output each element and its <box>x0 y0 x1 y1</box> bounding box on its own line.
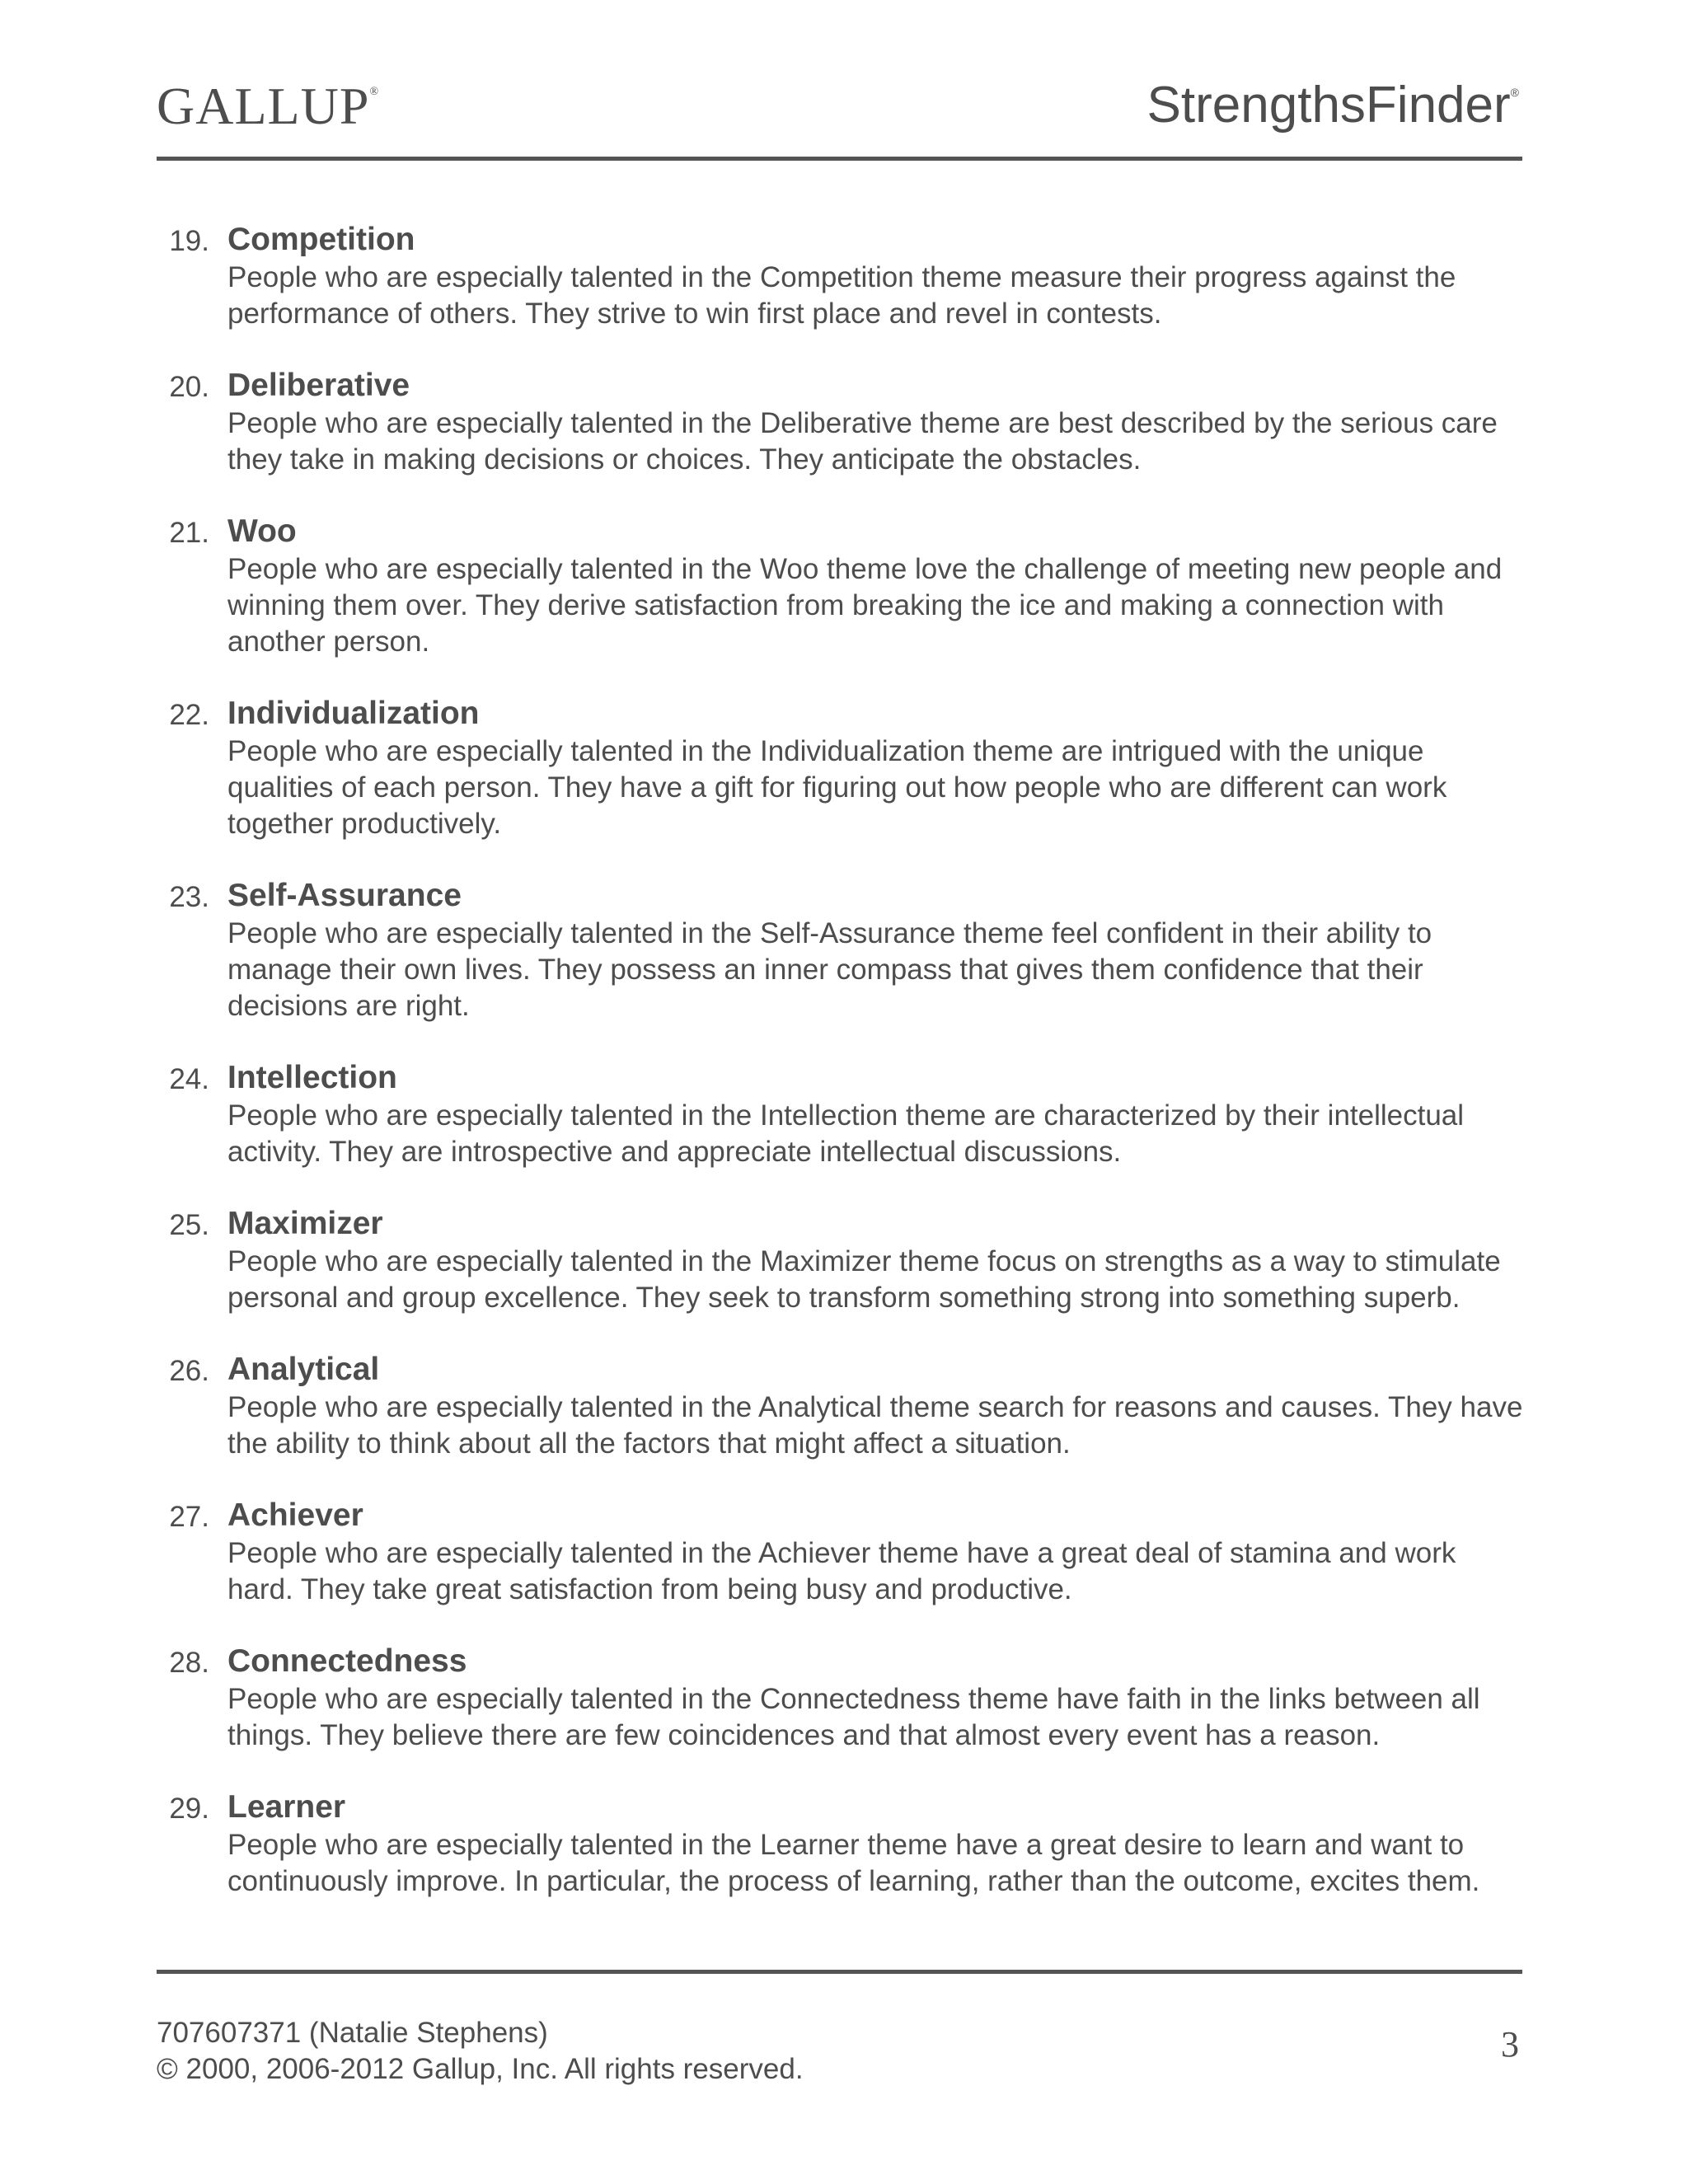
theme-name: Competition <box>227 222 415 257</box>
footer-divider <box>157 1970 1522 1974</box>
theme-description: People who are especially talented in the Analytical theme search for reasons and causes. They have the ability to think about all the factors that might affect a situation. <box>227 1391 1523 1460</box>
theme-description: People who are especially talented in the Self-Assurance theme feel confident in their ability to manage their own lives. They possess an inner compass that gives them confidence that their decisions are right. <box>227 917 1432 1022</box>
theme-description: People who are especially talented in the Maximizer theme focus on strengths as a way to stimulate personal and group excellence. They seek to transform something strong into something superb. <box>227 1245 1501 1314</box>
copyright-notice: © 2000, 2006-2012 Gallup, Inc. All rights reserved. <box>157 2053 804 2085</box>
theme-description: People who are especially talented in the Individualization theme are intrigued with the unique qualities of each person. They have a gift for figuring out how people who are different can work together productively. <box>227 735 1447 840</box>
theme-number: 21. <box>169 517 209 549</box>
header-divider <box>157 157 1522 161</box>
theme-item <box>157 1058 1525 1170</box>
theme-number: 25. <box>169 1209 209 1241</box>
theme-name: Connectedness <box>227 1643 467 1679</box>
theme-item <box>157 1350 1525 1462</box>
theme-name: Learner <box>227 1789 346 1825</box>
theme-number: 22. <box>169 699 209 731</box>
brand-text: StrengthsFinder <box>1146 77 1511 134</box>
theme-number: 26. <box>169 1355 209 1387</box>
theme-name: Analytical <box>227 1352 380 1387</box>
theme-name: Intellection <box>227 1060 397 1095</box>
theme-item <box>157 1496 1525 1608</box>
theme-item <box>157 512 1525 660</box>
theme-number: 24. <box>169 1063 209 1095</box>
gallup-logo <box>157 76 379 137</box>
logo-text: GALLUP <box>157 77 370 135</box>
theme-description: People who are especially talented in the Connectedness theme have faith in the links between all things. They believe there are few coincidences and that almost every event has a reason. <box>227 1683 1480 1751</box>
theme-item <box>157 694 1525 842</box>
theme-name: Woo <box>227 513 297 549</box>
theme-name: Self-Assurance <box>227 878 462 913</box>
theme-item <box>157 220 1525 332</box>
brand-registered-mark: ® <box>1510 86 1519 99</box>
theme-number: 19. <box>169 225 209 257</box>
theme-number: 29. <box>169 1793 209 1825</box>
theme-description: People who are especially talented in the Intellection theme are characterized by their intellectual activity. They are introspective and appreciate intellectual discussions. <box>227 1099 1465 1168</box>
theme-description: People who are especially talented in the Woo theme love the challenge of meeting new people and winning them over. They derive satisfaction from breaking the ice and making a connection with another person. <box>227 553 1503 658</box>
theme-item <box>157 876 1525 1024</box>
page-header <box>157 76 1522 158</box>
theme-description: People who are especially talented in the Deliberative theme are best described by the serious care they take in making decisions or choices. They anticipate the obstacles. <box>227 407 1498 476</box>
theme-number: 23. <box>169 881 209 913</box>
theme-description: People who are especially talented in the Achiever theme have a great deal of stamina and work hard. They take great satisfaction from being busy and productive. <box>227 1537 1456 1605</box>
logo-registered-mark: ® <box>369 86 380 98</box>
theme-name: Individualization <box>227 696 480 731</box>
theme-number: 27. <box>169 1501 209 1533</box>
theme-item <box>157 1642 1525 1754</box>
theme-item <box>157 1204 1525 1316</box>
theme-description: People who are especially talented in the Competition theme measure their progress against the performance of others. They strive to win first place and revel in contests. <box>227 261 1456 330</box>
theme-description: People who are especially talented in the Learner theme have a great desire to learn and want to continuously improve. In particular, the process of learning, rather than the outcome, excites them. <box>227 1829 1480 1897</box>
theme-name: Maximizer <box>227 1206 383 1241</box>
theme-number: 28. <box>169 1647 209 1679</box>
report-id: 707607371 (Natalie Stephens) <box>157 2017 548 2049</box>
page-footer <box>157 2015 1522 2097</box>
theme-item <box>157 1788 1525 1900</box>
strengthsfinder-brand <box>1147 76 1519 134</box>
theme-number: 20. <box>169 371 209 403</box>
page-number: 3 <box>1501 2024 1519 2064</box>
theme-name: Deliberative <box>227 368 410 403</box>
theme-list <box>157 220 1525 1933</box>
theme-name: Achiever <box>227 1497 363 1533</box>
theme-item <box>157 366 1525 478</box>
